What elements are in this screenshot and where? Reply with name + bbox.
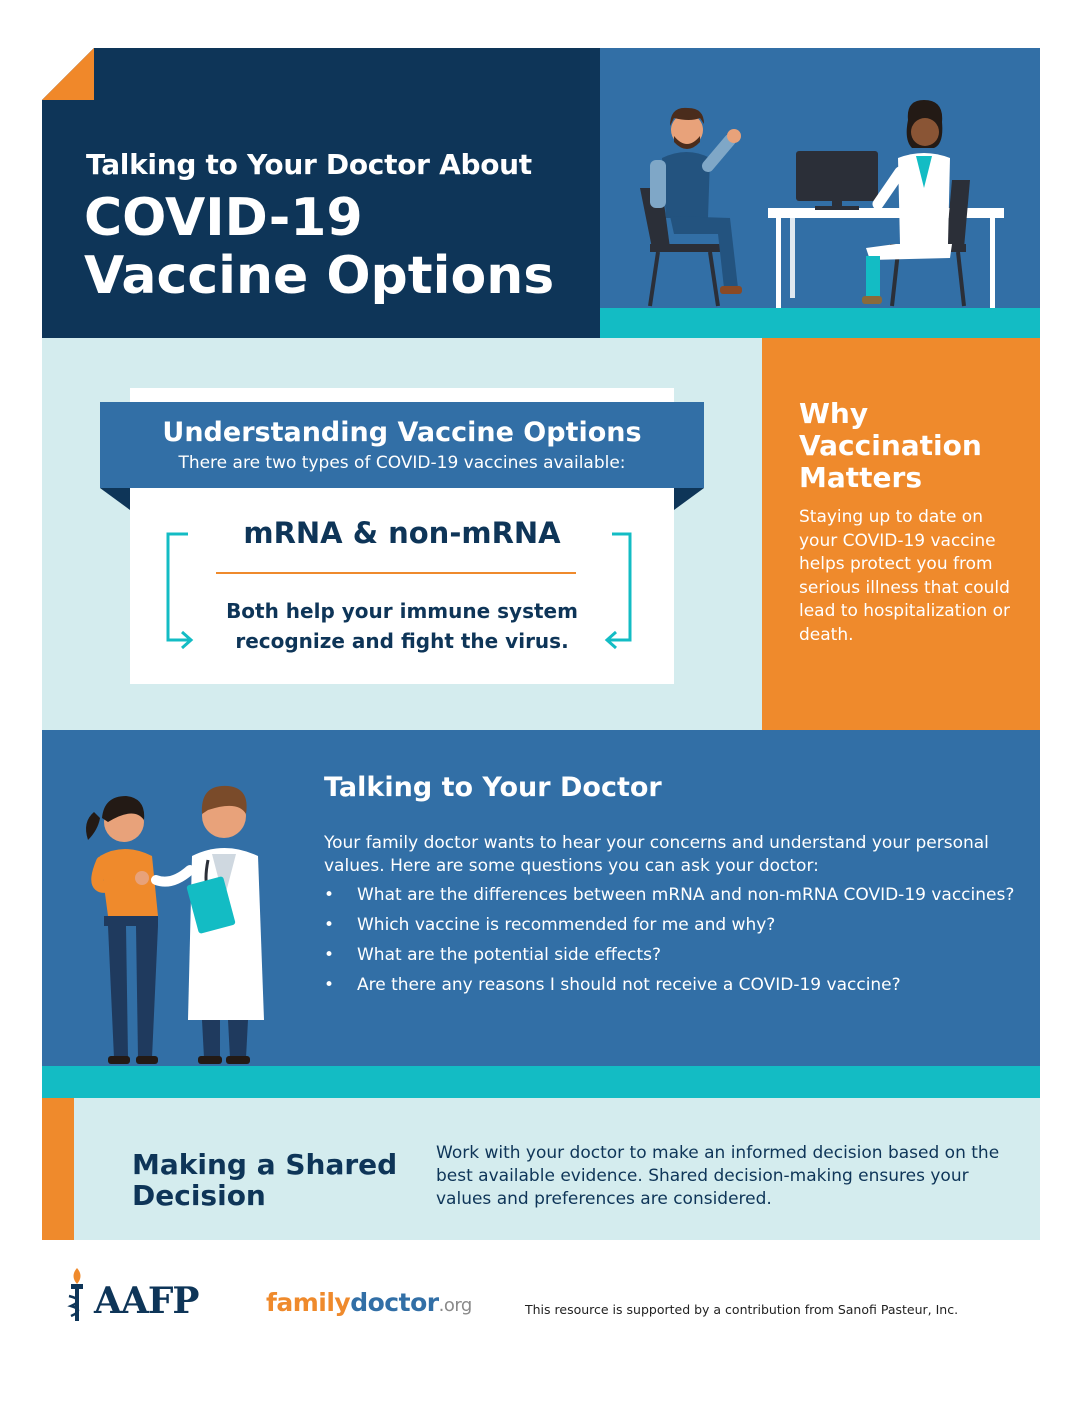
divider — [216, 572, 576, 574]
patient-doctor-illustration — [42, 730, 302, 1066]
sponsor-note: This resource is supported by a contribution from Sanofi Pasteur, Inc. — [525, 1302, 959, 1317]
why-vaccination-title: Why Vaccination Matters — [799, 397, 982, 494]
list-item: • Are there any reasons I should not receive a COVID-19 vaccine? — [324, 974, 1024, 997]
familydoctor-logo-part1: family — [266, 1288, 351, 1317]
talking-intro: Your family doctor wants to hear your concerns and understand your personal values. Here are some questions you can ask your doctor: — [324, 833, 989, 876]
familydoctor-logo-part2: doctor — [350, 1288, 439, 1317]
list-item: • What are the differences between mRNA and non-mRNA COVID-19 vaccines? — [324, 884, 1024, 907]
list-item: • Which vaccine is recommended for me and why? — [324, 914, 1024, 937]
talking-title: Talking to Your Doctor — [324, 772, 662, 803]
vaccine-types: mRNA & non-mRNA — [243, 516, 561, 550]
decision-accent-bar — [42, 1098, 74, 1240]
header-illustration-panel — [600, 48, 1040, 338]
talking-teal-stripe — [42, 1066, 1040, 1098]
aafp-torch-icon — [62, 1266, 92, 1324]
header-teal-stripe — [600, 308, 1040, 338]
left-bracket-arrow — [168, 534, 190, 640]
understanding-subtitle: There are two types of COVID-19 vaccines available: — [178, 453, 626, 473]
vaccine-benefit-line2: recognize and fight the virus. — [235, 629, 569, 653]
understanding-title: Understanding Vaccine Options — [162, 417, 642, 448]
header-kicker: Talking to Your Doctor About — [86, 148, 532, 181]
familydoctor-logo-part3: .org — [438, 1295, 472, 1316]
familydoctor-logo — [266, 1288, 472, 1317]
aafp-logo: AAFP — [94, 1280, 199, 1322]
doctor-consultation-illustration — [600, 48, 1040, 338]
why-vaccination-body: Staying up to date on your COVID-19 vaccine helps protect you from serious illness that could lead to hospitalization or death. — [799, 507, 1011, 645]
questions-list — [324, 884, 1024, 1004]
decision-body: Work with your doctor to make an informed decision based on the best available evidence. Shared decision-making ensures your values and preferences are considered. — [436, 1143, 1000, 1209]
list-item: • What are the potential side effects? — [324, 944, 1024, 967]
vaccine-benefit-line1: Both help your immune system — [226, 599, 578, 623]
page-title-line2: Vaccine Options — [84, 246, 555, 306]
decision-title: Making a Shared Decision — [132, 1148, 398, 1212]
page-title-line1: COVID-19 — [84, 188, 363, 248]
